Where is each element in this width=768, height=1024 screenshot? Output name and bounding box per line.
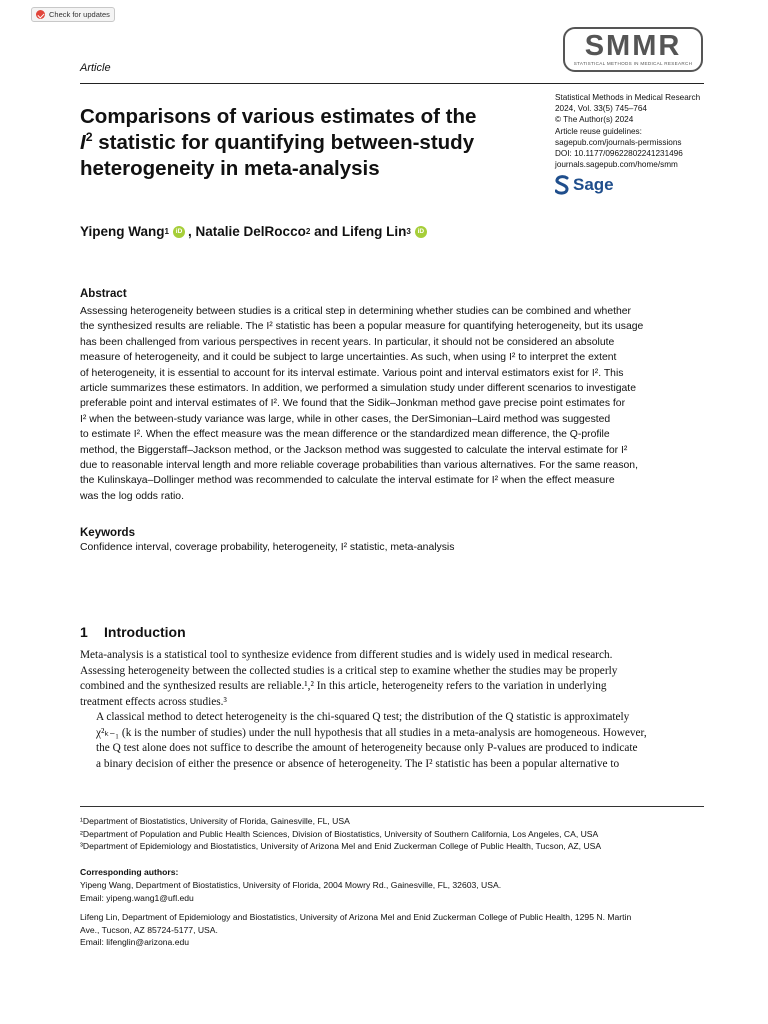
orcid-icon[interactable]: iD: [173, 226, 185, 238]
corresponding-line: Lifeng Lin, Department of Epidemiology and Biostatistics, University of Arizona Mel and Enid Zuckerman College of Public Health, 1295 N. Martin: [80, 912, 632, 922]
copyright: © The Author(s) 2024: [555, 115, 634, 125]
reuse-label: Article reuse guidelines:: [555, 126, 642, 136]
corresponding-line: Email: yipeng.wang1@ufl.edu: [80, 892, 194, 903]
abstract-line: Assessing heterogeneity between studies is a critical step in determining whether studies can be combined and whether: [80, 306, 632, 317]
orcid-icon[interactable]: iD: [415, 226, 427, 238]
abstract-body: [80, 304, 704, 504]
abstract-line: the synthesized results are reliable. The I² statistic has been a popular measure for quantifying heterogeneity, but its usage: [80, 321, 644, 333]
paragraph-line: combined and the synthesized results are reliable.¹,² In this article, heterogeneity refers to the variation in underlying: [80, 680, 607, 693]
sage-s-icon: [555, 175, 569, 195]
paragraph-line: a binary decision of either the presence or absence of heterogeneity. The I² statistic has been a popular alternative to: [96, 757, 620, 770]
publisher-logo: [555, 175, 614, 195]
paragraph-line: A classical method to detect heterogeneity is the chi-squared Q test; the distribution of the Q statistic is approximately: [96, 711, 630, 723]
abstract-line: method, the Biggerstaff–Jackson method, or the Jackson method was suggested to calculate the interval estimate for I²: [80, 444, 628, 456]
abstract-line: measure of heterogeneity, and it could be subject to large uncertainties. As such, when using I² to interpret the extent: [80, 352, 617, 364]
publisher-name: Sage: [573, 175, 614, 194]
author-name: Lifeng Lin: [341, 224, 407, 239]
author-name: Natalie DelRocco: [195, 224, 306, 239]
paragraph-line: Meta-analysis is a statistical tool to synthesize evidence from different studies and is widely used in medical research.: [80, 649, 613, 661]
journal-logo-subtitle: STATISTICAL METHODS IN MEDICAL RESEARCH: [573, 61, 693, 66]
author-list: Yipeng Wang 1 iD , Natalie DelRocco 2 and Lifeng Lin 3 iD: [80, 224, 430, 239]
corresponding-line: Ave., Tucson, AZ 85724-5177, USA.: [80, 924, 218, 935]
article-title: Comparisons of various estimates of the $I^2$ statistic for quantifying between-study heterogeneity in meta-analysis: [80, 105, 477, 180]
check-updates-icon: [36, 10, 45, 19]
abstract-line: of heterogeneity, it is essential to account for its interval estimate. Various point and interval estimators exist for I². This: [80, 367, 624, 379]
journal-meta: [555, 92, 735, 170]
corresponding-heading: Corresponding authors:: [80, 867, 179, 877]
header-rule: [80, 83, 704, 84]
corresponding-line: Email: lifenglin@arizona.edu: [80, 937, 190, 947]
badge-label: Check for updates: [49, 10, 110, 19]
abstract-line: I² when the between-study variance was large, while in other cases, the DerSimonian–Laird method was suggested: [80, 413, 611, 425]
affiliation-line: ³Department of Epidemiology and Biostatistics, University of Arizona Mel and Enid Zuckerman College of Public Health, Tucson, AZ, USA: [80, 841, 602, 851]
affiliation-line: ¹Department of Biostatistics, University of Florida, Gainesville, FL, USA: [80, 816, 350, 826]
doi-link[interactable]: DOI: 10.1177/09622802241231496: [555, 149, 683, 159]
abstract-line: has been challenged from various perspectives in recent years. In particular, it should not be considered an absolute: [80, 336, 615, 348]
section-number: 1: [80, 624, 88, 640]
author-separator: and: [310, 224, 342, 239]
paragraph-line: Assessing heterogeneity between the collected studies is a critical step to examine whether the studies may be properly: [80, 664, 618, 677]
journal-acronym: SMMR: [584, 30, 682, 62]
paragraph-line: χ²ₖ₋₁ (k is the number of studies) under the null hypothesis that all studies in a meta-analysis are homogeneous. However,: [96, 726, 647, 739]
abstract-line: was the log odds ratio.: [80, 490, 184, 502]
journal-logo: [563, 27, 703, 72]
intro-paragraph-1: [80, 648, 704, 710]
abstract-line: the Kulinskaya–Dollinger method was recommended to calculate the interval estimate for I² when the effect measure: [80, 475, 615, 487]
section-heading-introduction: [80, 624, 186, 640]
permissions-link[interactable]: sagepub.com/journals-permissions: [555, 137, 682, 147]
abstract-line: article summarizes these estimators. In addition, we performed a simulation study under different scenarios to investigate: [80, 383, 636, 395]
abstract-line: due to reasonable interval length and more reliable coverage probabilities than various alternatives. For the same reason,: [80, 460, 638, 472]
corresponding-author-2: [80, 911, 710, 949]
article-type: Article: [80, 62, 111, 74]
affiliations: [80, 815, 710, 853]
author-separator: ,: [188, 224, 196, 239]
intro-paragraph-2: [80, 710, 704, 772]
corresponding-author-1: [80, 879, 710, 904]
corresponding-line: Yipeng Wang, Department of Biostatistics, University of Florida, 2004 Mowry Rd., Gainesville, FL, 32603, USA.: [80, 880, 502, 890]
footnote-rule: [80, 806, 704, 807]
abstract-heading: Abstract: [80, 288, 127, 300]
journal-homepage-link[interactable]: journals.sagepub.com/home/smm: [555, 160, 678, 170]
author-name: Yipeng Wang: [80, 224, 165, 239]
abstract-line: preferable point and interval estimates of I². We found that the Sidik–Jonkman method gave precise point estimates for: [80, 398, 626, 410]
paragraph-line: treatment effects across studies.³: [80, 695, 227, 708]
paragraph-line: the Q test alone does not suffice to describe the amount of heterogeneity because only P-values are produced to indicate: [96, 742, 638, 755]
affiliation-line: ²Department of Population and Public Health Sciences, Division of Biostatistics, University of Southern California, Los Angeles, CA, USA: [80, 828, 599, 839]
keywords-list: Confidence interval, coverage probability, heterogeneity, I² statistic, meta-analysis: [80, 542, 455, 553]
journal-volume: 2024, Vol. 33(5) 745–764: [555, 104, 647, 114]
abstract-line: to estimate I². When the effect measure was the mean difference or the standardized mean difference, the Q-profile: [80, 429, 610, 441]
journal-name: Statistical Methods in Medical Research: [555, 93, 701, 102]
keywords-heading: Keywords: [80, 527, 135, 539]
section-title: Introduction: [104, 624, 186, 640]
check-for-updates-badge[interactable]: [31, 7, 115, 22]
